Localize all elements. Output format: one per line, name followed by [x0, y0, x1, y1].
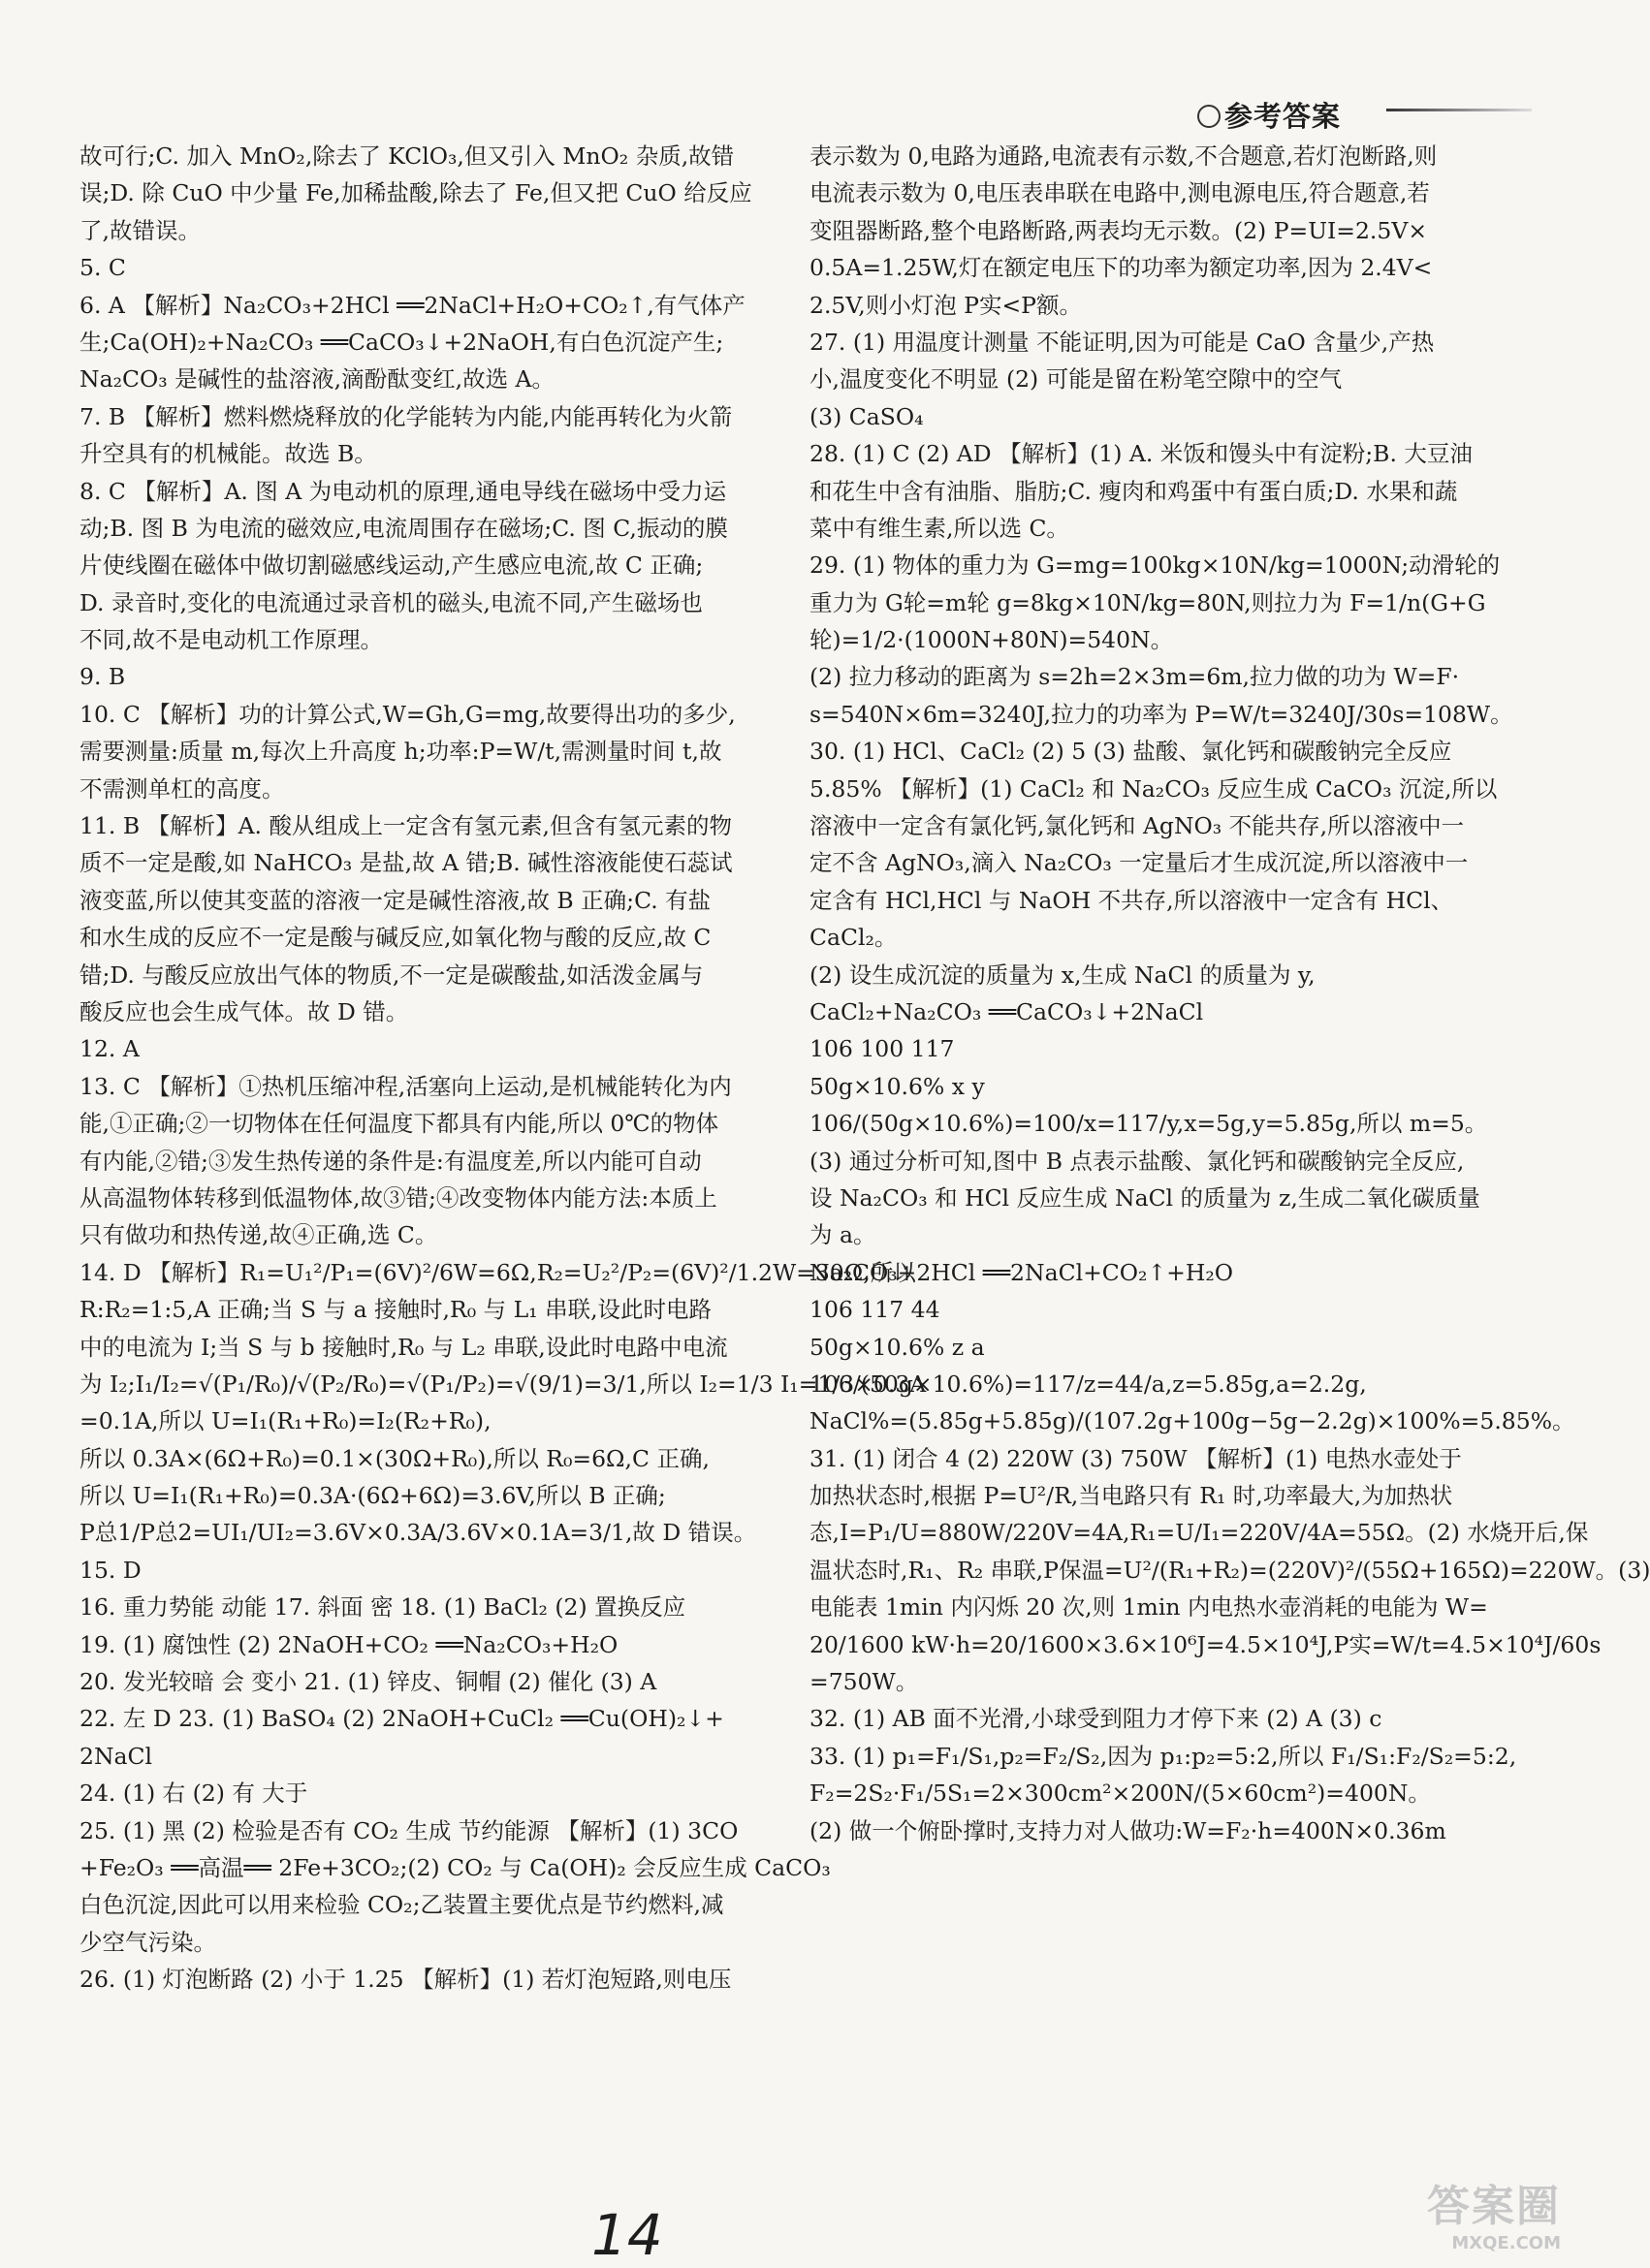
answer-line: 27. (1) 用温度计测量 不能证明,因为可能是 CaO 含量少,产热 — [809, 328, 1435, 356]
answer-line: 片使线圈在磁体中做切割磁感线运动,产生感应电流,故 C 正确; — [79, 551, 704, 580]
answer-line: 10. C 【解析】功的计算公式,W=Gh,G=mg,故要得出功的多少, — [79, 700, 736, 728]
answer-line: 106 100 117 — [809, 1035, 955, 1063]
answer-line: 32. (1) AB 面不光滑,小球受到阻力才停下来 (2) A (3) c — [809, 1705, 1382, 1733]
answer-line: 能,①正确;②一切物体在任何温度下都具有内能,所以 0℃的物体 — [79, 1110, 719, 1138]
answer-line: 33. (1) p₁=F₁/S₁,p₂=F₂/S₂,因为 p₁:p₂=5:2,所以 F₁/S₁:F₂/S₂=5:2, — [809, 1742, 1517, 1770]
answer-line: 溶液中一定含有氯化钙,氯化钙和 AgNO₃ 不能共存,所以溶液中一 — [809, 812, 1465, 840]
answer-line: 11. B 【解析】A. 酸从组成上一定含有氢元素,但含有氢元素的物 — [79, 812, 732, 840]
answer-line: 变阻器断路,整个电路断路,两表均无示数。(2) P=UI=2.5V× — [809, 216, 1428, 244]
answer-line: Na₂CO₃ 是碱性的盐溶液,滴酚酞变红,故选 A。 — [79, 365, 555, 394]
answer-line: 6. A 【解析】Na₂CO₃+2HCl ══2NaCl+H₂O+CO₂↑,有气体产 — [79, 291, 746, 319]
answer-line: 定含有 HCl,HCl 与 NaOH 不共存,所以溶液中一定含有 HCl、 — [809, 886, 1454, 914]
answer-line: R:R₂=1:5,A 正确;当 S 与 a 接触时,R₀ 与 L₁ 串联,设此时电路 — [79, 1296, 713, 1324]
answer-line: 28. (1) C (2) AD 【解析】(1) A. 米饭和馒头中有淀粉;B. 大豆油 — [809, 440, 1473, 468]
answer-line: 12. A — [79, 1035, 140, 1063]
answer-line: 白色沉淀,因此可以用来检验 CO₂;乙装置主要优点是节约燃料,减 — [79, 1891, 724, 1919]
answer-line: 酸反应也会生成气体。故 D 错。 — [79, 997, 409, 1025]
answer-line: 29. (1) 物体的重力为 G=mg=100kg×10N/kg=1000N;动滑轮的 — [809, 551, 1501, 580]
answer-line: 菜中有维生素,所以选 C。 — [809, 514, 1069, 542]
answer-line: 50g×10.6% z a — [809, 1333, 985, 1361]
answer-line: 错;D. 与酸反应放出气体的物质,不一定是碳酸盐,如活泼金属与 — [79, 961, 704, 989]
answer-line: 态,I=P₁/U=880W/220V=4A,R₁=U/I₁=220V/4A=55Ω。(2) 水烧开后,保 — [809, 1519, 1589, 1547]
answer-line: 定不含 AgNO₃,滴入 Na₂CO₃ 一定量后才生成沉淀,所以溶液中一 — [809, 849, 1469, 877]
answer-line: 表示数为 0,电路为通路,电流表有示数,不合题意,若灯泡断路,则 — [809, 142, 1438, 170]
answer-line: 动;B. 图 B 为电流的磁效应,电流周围存在磁场;C. 图 C,振动的膜 — [79, 514, 728, 542]
answer-line: P总1/P总2=UI₁/UI₂=3.6V×0.3A/3.6V×0.1A=3/1,故 D 错误。 — [79, 1519, 757, 1547]
answer-line: 25. (1) 黑 (2) 检验是否有 CO₂ 生成 节约能源 【解析】(1) 3CO — [79, 1816, 739, 1844]
answer-line: =0.1A,所以 U=I₁(R₁+R₀)=I₂(R₂+R₀), — [79, 1407, 492, 1435]
watermark-logo — [1377, 2171, 1561, 2253]
answer-line: 106/(50g×10.6%)=100/x=117/y,x=5g,y=5.85g,所以 m=5。 — [809, 1110, 1488, 1138]
answer-line: 30. (1) HCl、CaCl₂ (2) 5 (3) 盐酸、氯化钙和碳酸钠完全反应 — [809, 738, 1452, 766]
answer-line: NaCl%=(5.85g+5.85g)/(107.2g+100g−5g−2.2g)×100%=5.85%。 — [809, 1407, 1575, 1435]
answer-line: Na₂CO₃+2HCl ══2NaCl+CO₂↑+H₂O — [809, 1258, 1233, 1286]
answer-line: 20/1600 kW·h=20/1600×3.6×10⁶J=4.5×10⁴J,P实=W/t=4.5×10⁴J/60s — [809, 1630, 1602, 1658]
page-number: 14 — [591, 2202, 663, 2268]
answer-line: 少空气污染。 — [79, 1928, 216, 1956]
answer-line: 0.5A=1.25W,灯在额定电压下的功率为额定功率,因为 2.4V< — [809, 254, 1433, 282]
answer-line: 8. C 【解析】A. 图 A 为电动机的原理,通电导线在磁场中受力运 — [79, 477, 727, 505]
answer-line: 22. 左 D 23. (1) BaSO₄ (2) 2NaOH+CuCl₂ ══Cu(OH)₂↓+ — [79, 1705, 724, 1733]
answer-line: 7. B 【解析】燃料燃烧释放的化学能转为内能,内能再转化为火箭 — [79, 402, 733, 430]
answer-line: 不需测单杠的高度。 — [79, 774, 285, 803]
header-rule — [1386, 109, 1532, 111]
right-column — [809, 138, 1650, 1849]
answer-line: 故可行;C. 加入 MnO₂,除去了 KClO₃,但又引入 MnO₂ 杂质,故错 — [79, 142, 735, 170]
answer-line: 31. (1) 闭合 4 (2) 220W (3) 750W 【解析】(1) 电热水壶处于 — [809, 1444, 1462, 1472]
answer-line: 5. C — [79, 254, 126, 282]
answer-line: 2.5V,则小灯泡 P实<P额。 — [809, 291, 1082, 319]
answer-line: 50g×10.6% x y — [809, 1072, 985, 1100]
answer-line: 电流表示数为 0,电压表串联在电路中,测电源电压,符合题意,若 — [809, 179, 1430, 207]
header-title: 参考答案 — [1224, 100, 1342, 133]
answer-line: 所以 U=I₁(R₁+R₀)=0.3A·(6Ω+6Ω)=3.6V,所以 B 正确; — [79, 1482, 666, 1510]
answer-line: 14. D 【解析】R₁=U₁²/P₁=(6V)²/6W=6Ω,R₂=U₂²/P₂=(6V)²/1.2W=30Ω,所以 — [79, 1258, 916, 1286]
answer-line: 24. (1) 右 (2) 有 大于 — [79, 1780, 308, 1808]
answer-line: 2NaCl — [79, 1742, 153, 1770]
header-ring-icon — [1197, 105, 1221, 128]
answer-line: 只有做功和热传递,故④正确,选 C。 — [79, 1221, 438, 1249]
answer-line: (3) CaSO₄ — [809, 402, 924, 430]
answer-line: 电能表 1min 内闪烁 20 次,则 1min 内电热水壶消耗的电能为 W= — [809, 1593, 1488, 1622]
answer-line: 误;D. 除 CuO 中少量 Fe,加稀盐酸,除去了 Fe,但又把 CuO 给反应 — [79, 179, 752, 207]
answer-line: 轮)=1/2·(1000N+80N)=540N。 — [809, 626, 1174, 654]
answer-line: =750W。 — [809, 1668, 919, 1696]
answer-line: 从高温物体转移到低温物体,故③错;④改变物体内能方法:本质上 — [79, 1183, 717, 1212]
answer-line: 重力为 G轮=m轮 g=8kg×10N/kg=80N,则拉力为 F=1/n(G+G — [809, 588, 1486, 616]
answer-line: 和水生成的反应不一定是酸与碱反应,如氧化物与酸的反应,故 C — [79, 924, 712, 952]
answer-line: 需要测量:质量 m,每次上升高度 h;功率:P=W/t,需测量时间 t,故 — [79, 738, 722, 766]
answer-line: 中的电流为 I;当 S 与 b 接触时,R₀ 与 L₂ 串联,设此时电路中电流 — [79, 1333, 728, 1361]
watermark-top: 答案圈 — [1427, 2182, 1561, 2231]
answer-line: 106/(50g×10.6%)=117/z=44/a,z=5.85g,a=2.2g, — [809, 1370, 1367, 1398]
answer-line: 加热状态时,根据 P=U²/R,当电路只有 R₁ 时,功率最大,为加热状 — [809, 1482, 1453, 1510]
answer-line: 不同,故不是电动机工作原理。 — [79, 626, 383, 654]
answer-line: 19. (1) 腐蚀性 (2) 2NaOH+CO₂ ══Na₂CO₃+H₂O — [79, 1630, 619, 1658]
answer-line: D. 录音时,变化的电流通过录音机的磁头,电流不同,产生磁场也 — [79, 588, 703, 616]
answer-line: +Fe₂O₃ ══高温══ 2Fe+3CO₂;(2) CO₂ 与 Ca(OH)₂ 会反应生成 CaCO₃ — [79, 1853, 831, 1881]
answer-line: 13. C 【解析】①热机压缩冲程,活塞向上运动,是机械能转化为内 — [79, 1072, 732, 1100]
answer-line: (2) 做一个俯卧撑时,支持力对人做功:W=F₂·h=400N×0.36m — [809, 1816, 1446, 1844]
header-answer-tag — [1197, 95, 1341, 135]
watermark-bottom: MXQE.COM — [1451, 2233, 1561, 2253]
answer-line: 20. 发光较暗 会 变小 21. (1) 锌皮、铜帽 (2) 催化 (3) A — [79, 1668, 657, 1696]
answer-line: (2) 拉力移动的距离为 s=2h=2×3m=6m,拉力做的功为 W=F· — [809, 663, 1460, 691]
answer-line: 为 a。 — [809, 1221, 876, 1249]
answer-line: 16. 重力势能 动能 17. 斜面 密 18. (1) BaCl₂ (2) 置换反应 — [79, 1593, 686, 1622]
answer-line: 为 I₂;I₁/I₂=√(P₁/R₀)/√(P₂/R₀)=√(P₁/P₂)=√(9/1)=3/1,所以 I₂=1/3 I₁=1/3×0.3A — [79, 1370, 927, 1398]
answer-line: 15. D — [79, 1556, 142, 1584]
answer-line: 设 Na₂CO₃ 和 HCl 反应生成 NaCl 的质量为 z,生成二氧化碳质量 — [809, 1183, 1480, 1212]
answer-line: 质不一定是酸,如 NaHCO₃ 是盐,故 A 错;B. 碱性溶液能使石蕊试 — [79, 849, 733, 877]
answer-line: F₂=2S₂·F₁/5S₁=2×300cm²×200N/(5×60cm²)=400N。 — [809, 1780, 1431, 1808]
answer-line: (3) 通过分析可知,图中 B 点表示盐酸、氯化钙和碳酸钠完全反应, — [809, 1147, 1465, 1175]
answer-line: CaCl₂。 — [809, 924, 898, 952]
answer-line: s=540N×6m=3240J,拉力的功率为 P=W/t=3240J/30s=108W。 — [809, 700, 1513, 728]
answer-line: 和花生中含有油脂、脂肪;C. 瘦肉和鸡蛋中有蛋白质;D. 水果和蔬 — [809, 477, 1458, 505]
answer-line: 了,故错误。 — [79, 216, 201, 244]
answer-line: 26. (1) 灯泡断路 (2) 小于 1.25 【解析】(1) 若灯泡短路,则电压 — [79, 1966, 732, 1994]
answer-line: 小,温度变化不明显 (2) 可能是留在粉笔空隙中的空气 — [809, 365, 1343, 394]
answer-line: 106 117 44 — [809, 1296, 940, 1324]
answer-line: 所以 0.3A×(6Ω+R₀)=0.1×(30Ω+R₀),所以 R₀=6Ω,C 正确, — [79, 1444, 710, 1472]
answer-line: 温状态时,R₁、R₂ 串联,P保温=U²/(R₁+R₂)=(220V)²/(55Ω+165Ω)=220W。(3) — [809, 1556, 1650, 1584]
answer-line: 9. B — [79, 663, 126, 691]
answer-line: 液变蓝,所以使其变蓝的溶液一定是碱性溶液,故 B 正确;C. 有盐 — [79, 886, 712, 914]
answer-line: 5.85% 【解析】(1) CaCl₂ 和 Na₂CO₃ 反应生成 CaCO₃ 沉淀,所以 — [809, 774, 1498, 803]
answer-line: 有内能,②错;③发生热传递的条件是:有温度差,所以内能可自动 — [79, 1147, 702, 1175]
answer-line: (2) 设生成沉淀的质量为 x,生成 NaCl 的质量为 y, — [809, 961, 1316, 989]
answer-line: 生;Ca(OH)₂+Na₂CO₃ ══CaCO₃↓+2NaOH,有白色沉淀产生; — [79, 328, 724, 356]
answer-line: CaCl₂+Na₂CO₃ ══CaCO₃↓+2NaCl — [809, 997, 1204, 1025]
answer-line: 升空具有的机械能。故选 B。 — [79, 440, 377, 468]
